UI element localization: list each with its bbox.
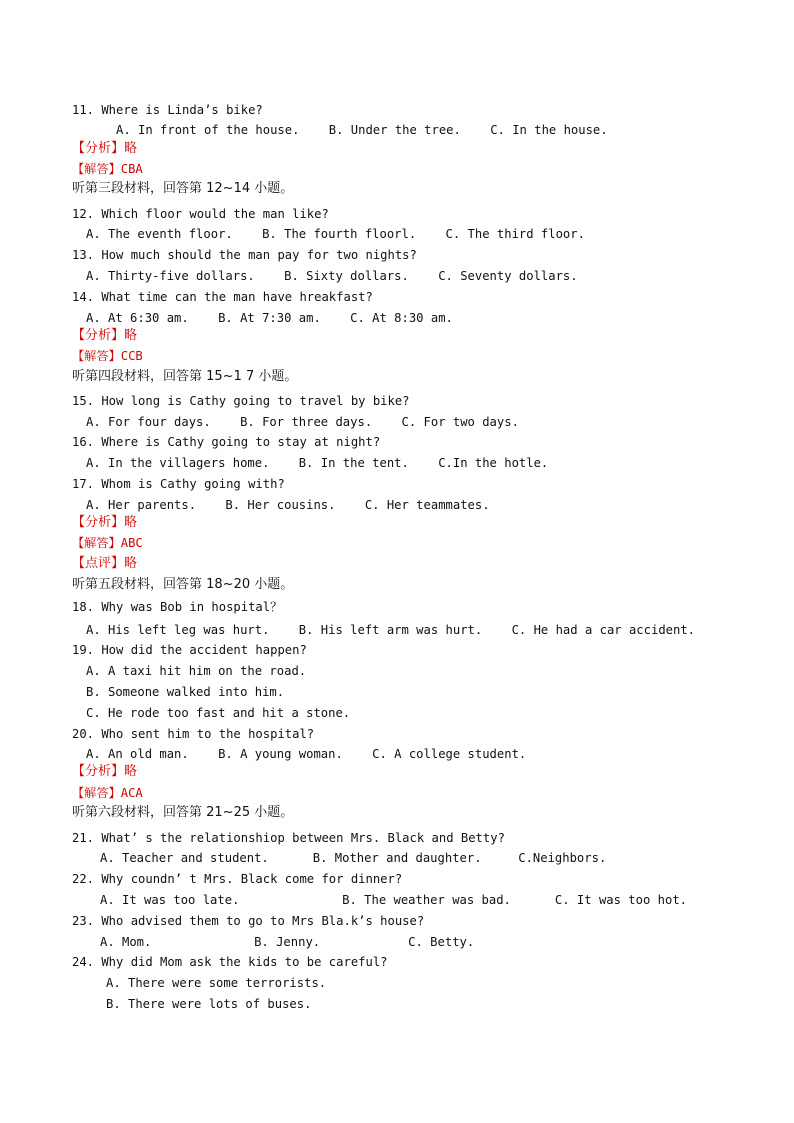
analysis-label: 【分析】略 [72,515,138,530]
answer-label: 【解答】CBA [72,162,143,176]
question-13-options: A. Thirty-five dollars. B. Sixty dollars. C. Seventy dollars. [86,269,578,283]
question-23: 23. Who advised them to go to Mrs Bla.k’s house? [72,914,425,928]
question-16-options: A. In the villagers home. B. In the tent. C.In the hotle. [86,456,549,470]
question-19-option-b: B. Someone walked into him. [86,685,285,699]
question-14: 14. What time can the man have hreakfast? [72,290,373,304]
comment-label: 【点评】略 [72,556,138,571]
question-19: 19. How did the accident happen? [72,643,307,657]
answer-label: 【解答】CCB [72,349,143,363]
section-heading: 听第四段材料，回答第 15~1 7 小题。 [72,369,298,384]
question-13: 13. How much should the man pay for two nights? [72,248,417,262]
question-24-option-b: B. There were lots of buses. [106,997,312,1011]
question-22: 22. Why coundn’ t Mrs. Black come for dinner? [72,872,403,886]
question-20: 20. Who sent him to the hospital? [72,727,315,741]
question-20-options: A. An old man. B. A young woman. C. A college student. [86,747,527,761]
question-11-options: A. In front of the house. B. Under the tree. C. In the house. [116,123,608,137]
analysis-label: 【分析】略 [72,141,138,156]
question-21-options: A. Teacher and student. B. Mother and daughter. C.Neighbors. [100,851,607,865]
question-18: 18. Why was Bob in hospital？ [72,600,283,614]
question-24-option-a: A. There were some terrorists. [106,976,327,990]
question-12-options: A. The eventh floor. B. The fourth floorl. C. The third floor. [86,227,585,241]
question-15-options: A. For four days. B. For three days. C. For two days. [86,415,519,429]
answer-label: 【解答】ACA [72,786,143,800]
question-11: 11. Where is Linda’s bike? [72,103,263,117]
question-22-options: A. It was too late. B. The weather was bad. C. It was too hot. [100,893,687,907]
question-23-options: A. Mom. B. Jenny. C. Betty. [100,935,475,949]
question-17: 17. Whom is Cathy going with? [72,477,285,491]
question-18-options: A. His left leg was hurt. B. His left arm was hurt. C. He had a car accident. [86,623,696,637]
section-heading: 听第三段材料，回答第 12~14 小题。 [72,181,294,196]
answer-label: 【解答】ABC [72,536,143,550]
question-17-options: A. Her parents. B. Her cousins. C. Her teammates. [86,498,490,512]
question-19-option-c: C. He rode too fast and hit a stone. [86,706,351,720]
question-19-option-a: A. A taxi hit him on the road. [86,664,307,678]
section-heading: 听第五段材料，回答第 18~20 小题。 [72,577,294,592]
question-14-options: A. At 6:30 am. B. At 7:30 am. C. At 8:30 am. [86,311,453,325]
question-16: 16. Where is Cathy going to stay at night? [72,435,381,449]
question-15: 15. How long is Cathy going to travel by bike? [72,394,410,408]
section-heading: 听第六段材料，回答第 21~25 小题。 [72,805,294,820]
analysis-label: 【分析】略 [72,764,138,779]
question-12: 12. Which floor would the man like? [72,207,329,221]
question-21: 21. What’ s the relationshiop between Mrs. Black and Betty? [72,831,505,845]
analysis-label: 【分析】略 [72,328,138,343]
question-24: 24. Why did Mom ask the kids to be careful? [72,955,388,969]
